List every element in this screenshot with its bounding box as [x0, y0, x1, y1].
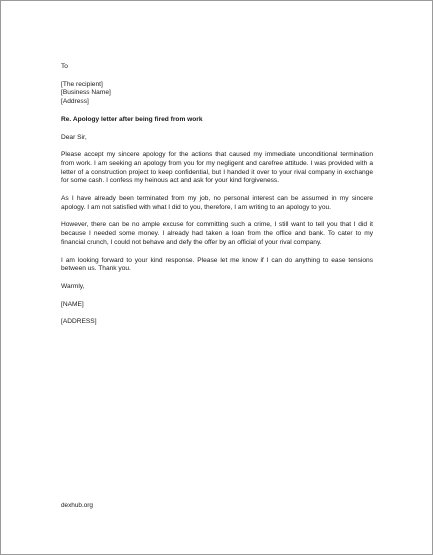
salutation: Dear Sir,: [61, 133, 87, 141]
closing: Warmly,: [61, 282, 85, 290]
recipient-name: [The recipient]: [61, 80, 103, 88]
recipient-block: [61, 81, 373, 107]
paragraph-2: As I have already been terminated from my job, no personal interest can be assumed in my sincere apology. I am not satisfied with what I did to you, therefore, I am writing to an apology to you.: [61, 195, 373, 211]
letter-subject: Re. Apology letter after being fired from work: [61, 115, 203, 123]
sender-address: [ADDRESS]: [61, 318, 97, 326]
recipient-address: [Address]: [61, 98, 89, 106]
sender-name: [NAME]: [61, 300, 84, 308]
paragraph-3: However, there can be no ample excuse for committing such a crime, I still want to tell you that I did it because I needed some money. I already had taken a loan from the office and bank. To cater to my financial crunch, I could not behave and defy the offer by an official of your rival company.: [61, 221, 373, 246]
footer-source: dexhub.org: [61, 502, 93, 509]
to-label: To: [61, 63, 68, 70]
letter-body: [61, 63, 373, 327]
recipient-business: [Business Name]: [61, 89, 111, 97]
paragraph-1: Please accept my sincere apology for the actions that caused my immediate unconditional termination from work. I am seeking an apology from you for my negligent and carefree attitude. I was provided with a letter of a construction project to keep confidential, but I handed it over to your rival company in exchange for some cash. I confess my heinous act and ask for your kind forgiveness.: [61, 151, 373, 185]
paragraph-4: I am looking forward to your kind response. Please let me know if I can do anything to ease tensions between us. Thank you.: [61, 256, 373, 273]
